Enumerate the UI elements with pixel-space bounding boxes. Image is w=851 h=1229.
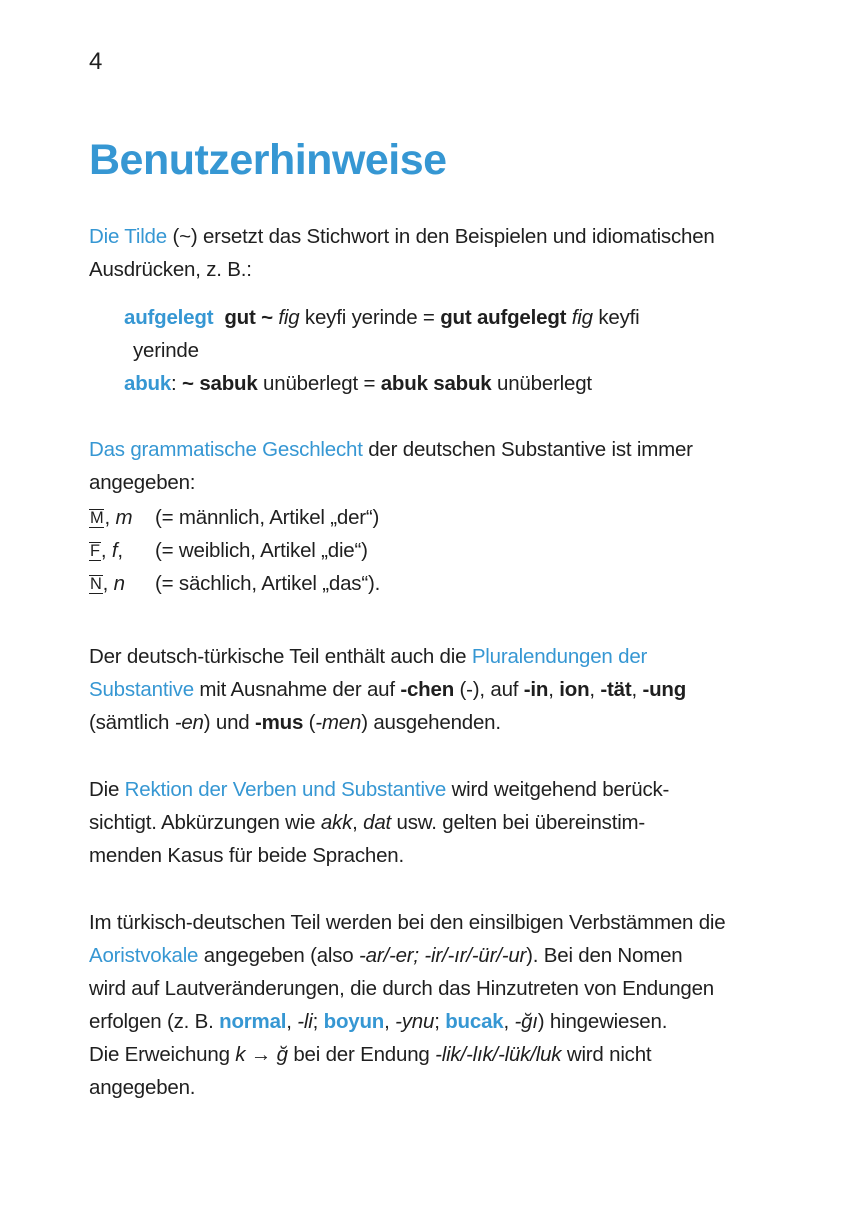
text-segment: wird weitgehend berück- (446, 778, 670, 801)
text-segment: bei der Endung (287, 1043, 436, 1066)
gender-marker: M (90, 509, 104, 527)
text-segment: wird nicht (561, 1043, 652, 1066)
text-segment: , (503, 1010, 515, 1033)
text-segment: -ar/-er; -ir/-ır/-ür/-ur (359, 944, 527, 967)
text-line (89, 972, 781, 1005)
text-line (89, 253, 781, 286)
text-line (89, 1071, 781, 1104)
text-segment: normal (219, 1010, 287, 1033)
text-segment: -en (174, 711, 204, 734)
text-segment: Substantive (89, 678, 194, 701)
text-segment: yerinde (133, 339, 199, 362)
text-segment: -chen (400, 678, 455, 701)
gender-list-row (89, 567, 781, 600)
text-segment: , (631, 678, 643, 701)
text-segment: -li (297, 1010, 313, 1033)
text-segment: ) ausgehenden. (361, 711, 501, 734)
text-segment: -tät (600, 678, 632, 701)
text-segment: k (235, 1043, 246, 1066)
paragraph-gender-intro (89, 433, 781, 499)
text-segment: (= weiblich, Artikel „die“) (155, 539, 368, 562)
text-segment: abuk (124, 372, 172, 395)
text-segment: erfolgen (z. B. (89, 1010, 220, 1033)
gender-abbreviation (89, 534, 155, 567)
text-segment: angegeben: (89, 471, 196, 494)
text-segment: Ausdrücken, z. B.: (89, 258, 252, 281)
text-segment: fig (278, 306, 300, 329)
text-segment: gut ~ (224, 306, 273, 329)
text-line (89, 1005, 781, 1038)
text-segment: , (117, 539, 123, 562)
text-segment: unüberlegt (491, 372, 592, 395)
text-segment: bucak (445, 1010, 504, 1033)
text-segment: → (245, 1043, 277, 1066)
text-segment (213, 306, 224, 329)
gender-explanation (155, 501, 379, 534)
text-segment: Die (89, 778, 125, 801)
text-segment: Der deutsch-türkische Teil enthält auch die (89, 645, 472, 668)
text-segment: , (548, 678, 560, 701)
text-segment: sichtigt. Abkürzungen wie (89, 811, 321, 834)
text-segment: keyfi yerinde = (299, 306, 441, 329)
text-segment: m (115, 506, 133, 529)
text-line (89, 706, 781, 739)
text-segment: usw. gelten bei übereinstim- (391, 811, 646, 834)
page-number: 4 (89, 48, 103, 75)
gender-list-row (89, 534, 781, 567)
text-segment: (-), auf (454, 678, 524, 701)
gender-abbreviation (89, 501, 155, 534)
gender-abbreviation-list (89, 501, 781, 600)
text-line (124, 367, 781, 400)
tilde-example-block (89, 301, 781, 400)
text-segment: Aoristvokale (89, 944, 199, 967)
text-segment: aufgelegt (124, 306, 214, 329)
text-segment: abuk sabuk (380, 372, 492, 395)
paragraph-plural-endings (89, 640, 781, 739)
text-line (89, 939, 781, 972)
text-line (89, 433, 781, 466)
text-segment: -in (523, 678, 549, 701)
text-line (89, 773, 781, 806)
text-segment: f (111, 539, 118, 562)
text-line (89, 839, 781, 872)
text-segment: ; (312, 1010, 324, 1033)
text-segment: angegeben (also (198, 944, 359, 967)
text-segment: angegeben. (89, 1076, 196, 1099)
text-segment: , (104, 506, 116, 529)
text-segment: ) und (203, 711, 255, 734)
text-segment: ~ sabuk (182, 372, 258, 395)
text-segment: ; (434, 1010, 446, 1033)
paragraph-aorist-vowels (89, 906, 781, 1104)
text-segment: , (589, 678, 601, 701)
text-segment: , (286, 1010, 298, 1033)
text-segment: dat (363, 811, 392, 834)
text-segment: ğ (276, 1043, 288, 1066)
text-segment: -ğı (514, 1010, 538, 1033)
gender-list-row (89, 501, 781, 534)
text-segment: fig (571, 306, 593, 329)
text-segment: , (384, 1010, 396, 1033)
gender-abbreviation (89, 567, 155, 600)
text-segment: ion (559, 678, 590, 701)
text-segment: gut aufgelegt (440, 306, 567, 329)
text-segment: -ung (642, 678, 687, 701)
text-segment: Rektion der Verben und Substantive (124, 778, 447, 801)
text-segment: ). Bei den Nomen (526, 944, 683, 967)
text-segment: n (113, 572, 125, 595)
gender-marker: F (90, 542, 100, 560)
text-line (89, 640, 781, 673)
gender-explanation (155, 567, 380, 600)
text-line (89, 673, 781, 706)
text-segment: , (100, 539, 112, 562)
page-title: Benutzerhinweise (89, 136, 447, 184)
text-line (89, 806, 781, 839)
text-line (89, 466, 781, 499)
gender-explanation (155, 534, 368, 567)
text-segment: , (102, 572, 114, 595)
text-line (124, 301, 781, 334)
text-segment: -mus (254, 711, 304, 734)
text-segment: mit Ausnahme der auf (193, 678, 401, 701)
text-segment: der deutschen Substantive ist immer (362, 438, 693, 461)
text-segment: : (171, 372, 183, 395)
paragraph-tilde-explanation (89, 220, 781, 286)
text-segment: ) hingewiesen. (537, 1010, 668, 1033)
text-segment: boyun (323, 1010, 385, 1033)
gender-marker: N (90, 575, 102, 593)
text-segment: (sämtlich (89, 711, 175, 734)
text-line (89, 1038, 781, 1071)
text-segment: -men (315, 711, 362, 734)
text-line (89, 906, 781, 939)
text-segment: Pluralendungen der (471, 645, 648, 668)
text-segment: , (352, 811, 364, 834)
text-line (124, 334, 781, 367)
text-segment: Das grammatische Geschlecht (89, 438, 363, 461)
text-segment: unüberlegt = (257, 372, 381, 395)
text-segment: -lik/-lık/-lük/luk (435, 1043, 562, 1066)
text-segment: menden Kasus für beide Sprachen. (89, 844, 404, 867)
text-segment: ( (303, 711, 316, 734)
text-segment: (= sächlich, Artikel „das“). (155, 572, 381, 595)
text-segment: Die Erweichung (89, 1043, 236, 1066)
text-segment: (~) ersetzt das Stichwort in den Beispielen und idiomatischen (166, 225, 715, 248)
text-segment: (= männlich, Artikel „der“) (155, 506, 380, 529)
text-segment: Die Tilde (89, 225, 167, 248)
text-segment: Im türkisch-deutschen Teil werden bei den einsilbigen Verbstämmen die (89, 911, 726, 934)
text-segment: akk (320, 811, 353, 834)
text-segment: keyfi (592, 306, 640, 329)
text-line (89, 220, 781, 253)
text-segment: -ynu (395, 1010, 435, 1033)
paragraph-rektion (89, 773, 781, 872)
text-segment: wird auf Lautveränderungen, die durch das Hinzutreten von Endungen (89, 977, 715, 1000)
